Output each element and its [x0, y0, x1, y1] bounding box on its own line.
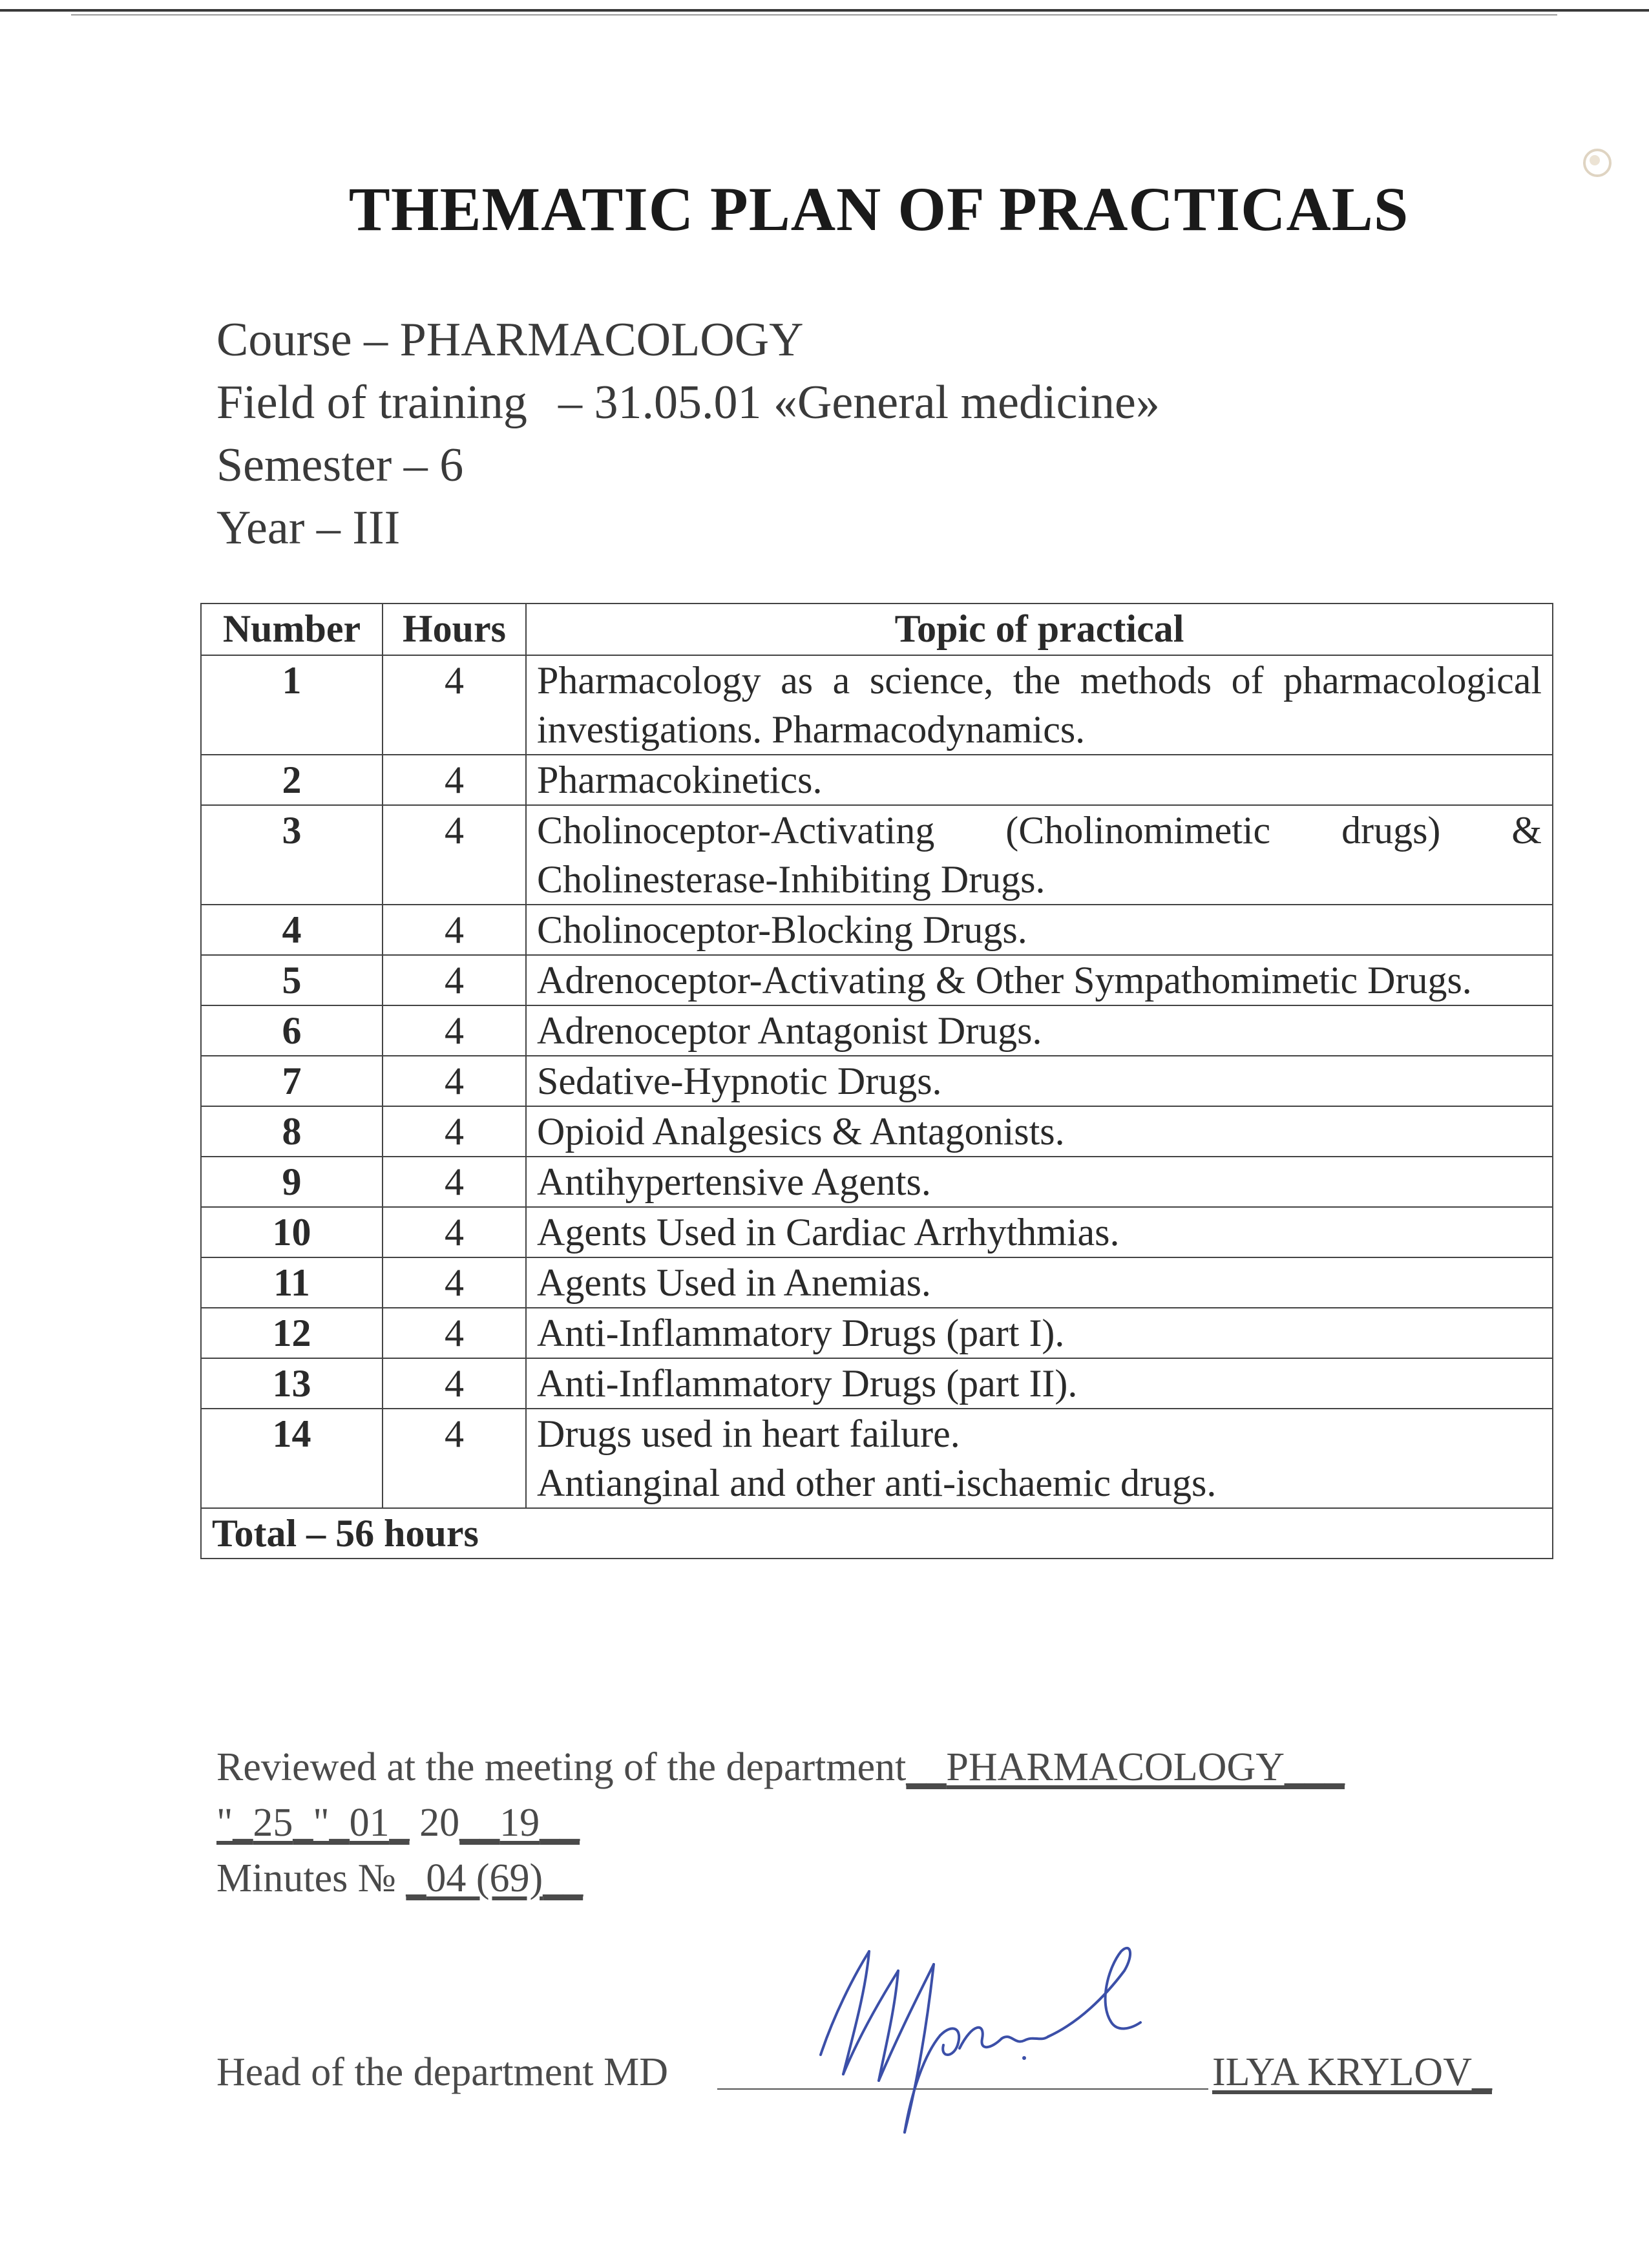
row-hours: 4	[383, 805, 526, 905]
table-row	[201, 1207, 1553, 1257]
course-details	[216, 309, 1160, 560]
row-topic: Sedative-Hypnotic Drugs.	[526, 1056, 1553, 1106]
table-row	[201, 1409, 1553, 1508]
field-value: – 31.05.01 «General medicine»	[558, 376, 1160, 429]
year-line: Year – III	[216, 501, 401, 554]
row-topic: Antihypertensive Agents.	[526, 1157, 1553, 1207]
row-hours: 4	[383, 1358, 526, 1409]
row-hours: 4	[383, 905, 526, 955]
row-hours: 4	[383, 1308, 526, 1358]
row-hours: 4	[383, 1005, 526, 1056]
table-row	[201, 1056, 1553, 1106]
reviewed-text: Reviewed at the meeting of the department	[216, 1745, 907, 1789]
review-line	[216, 1745, 1345, 1790]
row-topic: Cholinoceptor-Blocking Drugs.	[526, 905, 1553, 955]
total-hours: Total – 56 hours	[201, 1508, 1553, 1559]
table-row	[201, 755, 1553, 805]
date-year: 19	[499, 1801, 540, 1845]
semester-line: Semester – 6	[216, 439, 464, 492]
handwritten-signature	[808, 1926, 1170, 2139]
row-number: 9	[201, 1157, 383, 1207]
table-row	[201, 805, 1553, 905]
row-topic: Agents Used in Cardiac Arrhythmias.	[526, 1207, 1553, 1257]
row-topic-line: Drugs used in heart failure.	[537, 1412, 960, 1455]
row-hours: 4	[383, 1207, 526, 1257]
table-row	[201, 655, 1553, 755]
table-row	[201, 1157, 1553, 1207]
minutes-label: Minutes №	[216, 1856, 396, 1900]
scan-border-line-secondary	[71, 14, 1557, 16]
date-day: 25	[253, 1801, 293, 1845]
table-row	[201, 1358, 1553, 1409]
table-row	[201, 1308, 1553, 1358]
row-topic: Agents Used in Anemias.	[526, 1257, 1553, 1308]
table-total-row	[201, 1508, 1553, 1559]
table-header-row	[201, 604, 1553, 655]
table-row	[201, 1257, 1553, 1308]
scan-border-line	[0, 9, 1649, 12]
minutes-line: Minutes № _04 (69)__	[216, 1856, 583, 1900]
row-hours: 4	[383, 1409, 526, 1508]
header-hours: Hours	[383, 604, 526, 655]
review-date: "_25_"_01_ 20__19__	[216, 1801, 580, 1845]
head-label: Head of the department MD	[216, 2050, 668, 2094]
header-number: Number	[201, 604, 383, 655]
row-number: 13	[201, 1358, 383, 1409]
row-number: 10	[201, 1207, 383, 1257]
row-topic: Pharmacology as a science, the methods of pharmacological investigations. Pharmacodynamics.	[526, 655, 1553, 755]
table-row	[201, 955, 1553, 1005]
date-month: 01	[349, 1801, 390, 1845]
course-line: Course – PHARMACOLOGY	[216, 313, 804, 366]
row-topic: Adrenoceptor-Activating & Other Sympathomimetic Drugs.	[526, 955, 1553, 1005]
row-hours: 4	[383, 1056, 526, 1106]
table-row	[201, 1005, 1553, 1056]
header-topic: Topic of practical	[526, 604, 1553, 655]
row-number: 7	[201, 1056, 383, 1106]
row-topic: Adrenoceptor Antagonist Drugs.	[526, 1005, 1553, 1056]
row-topic: Anti-Inflammatory Drugs (part II).	[526, 1358, 1553, 1409]
row-number: 3	[201, 805, 383, 905]
row-topic: Cholinoceptor-Activating (Cholinomimetic drugs) & Cholinesterase-Inhibiting Drugs.	[526, 805, 1553, 905]
row-hours: 4	[383, 955, 526, 1005]
row-number: 5	[201, 955, 383, 1005]
head-name: ILYA KRYLOV_	[1212, 2050, 1492, 2094]
row-number: 1	[201, 655, 383, 755]
row-topic	[526, 1409, 1553, 1508]
date-century: 20	[419, 1801, 460, 1845]
row-number: 11	[201, 1257, 383, 1308]
field-label: Field of training	[216, 376, 527, 429]
row-topic: Opioid Analgesics & Antagonists.	[526, 1106, 1553, 1157]
row-number: 8	[201, 1106, 383, 1157]
field-of-training-line	[216, 372, 1160, 434]
row-topic-line: Antianginal and other anti-ischaemic drugs.	[537, 1462, 1217, 1504]
row-topic: Pharmacokinetics.	[526, 755, 1553, 805]
row-number: 6	[201, 1005, 383, 1056]
document-title: THEMATIC PLAN OF PRACTICALS	[348, 174, 1409, 244]
table-row	[201, 905, 1553, 955]
row-number: 14	[201, 1409, 383, 1508]
row-number: 2	[201, 755, 383, 805]
row-hours: 4	[383, 755, 526, 805]
row-number: 4	[201, 905, 383, 955]
row-number: 12	[201, 1308, 383, 1358]
department-name: __PHARMACOLOGY___	[906, 1745, 1345, 1789]
row-topic: Anti-Inflammatory Drugs (part I).	[526, 1308, 1553, 1358]
row-hours: 4	[383, 1157, 526, 1207]
minutes-value: 04 (69)	[426, 1856, 543, 1900]
practicals-table	[200, 603, 1553, 1559]
row-hours: 4	[383, 1106, 526, 1157]
row-hours: 4	[383, 1257, 526, 1308]
row-hours: 4	[383, 655, 526, 755]
table-row	[201, 1106, 1553, 1157]
